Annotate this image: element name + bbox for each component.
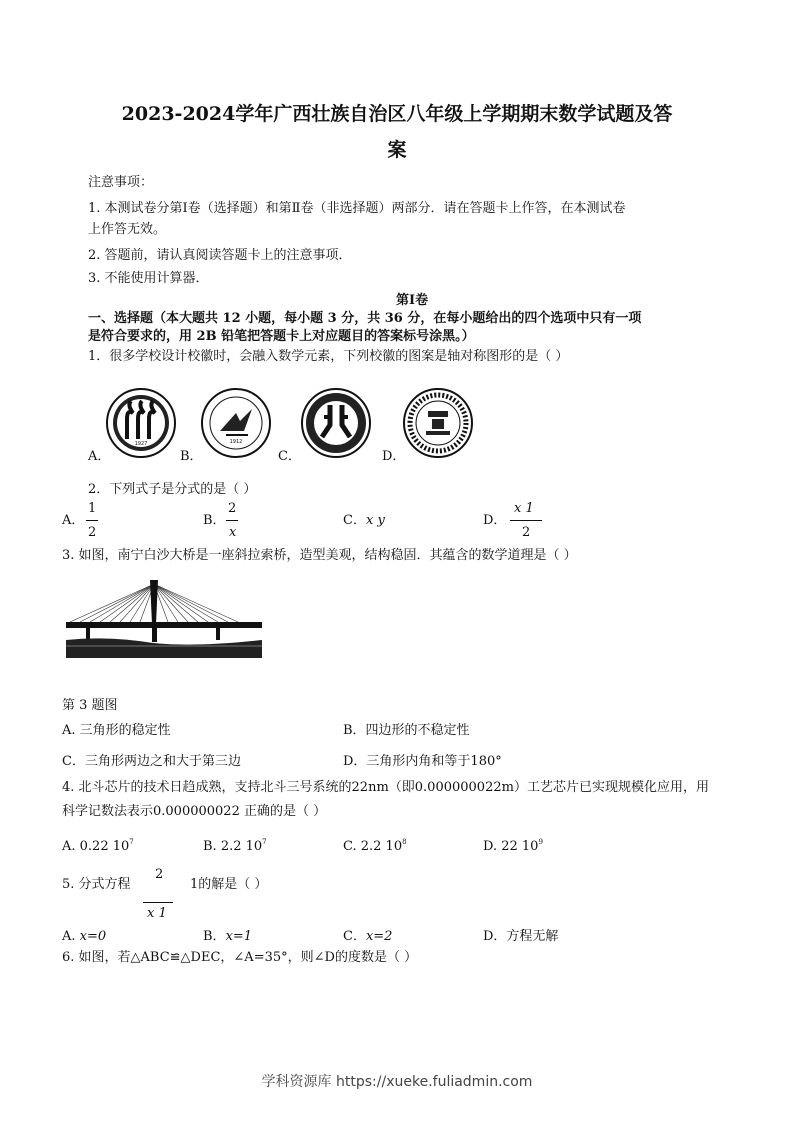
page-title-line1: 2023-2024学年广西壮族自治区八年级上学期期末数学试题及答 bbox=[121, 103, 673, 125]
part-title: 第Ⅰ卷 bbox=[396, 293, 429, 308]
q3-option-c: C．三角形两边之和大于第三边 bbox=[62, 754, 241, 769]
badge-b-year: 1912 bbox=[229, 439, 243, 445]
page-title-line2: 案 bbox=[387, 139, 407, 161]
q2-option-a-fraction-bar bbox=[86, 520, 98, 521]
q2-option-a-numerator: 1 bbox=[88, 501, 97, 516]
q1-option-c: C． bbox=[278, 449, 301, 464]
footer-watermark: 学科资源库 https://xueke.fuliadmin.com bbox=[261, 1074, 533, 1090]
q2-option-d-numerator: x 1 bbox=[514, 501, 534, 516]
q4-stem-line1: 4. 北斗芯片的技术日趋成熟，支持北斗三号系统的22nm（即0.000000022m）工艺芯片已实现规模化应用，用 bbox=[62, 780, 709, 795]
q6-stem: 6. 如图，若△ABC≌△DEC，∠A=35°，则∠D的度数是（ ） bbox=[62, 950, 418, 965]
q2-option-b-label: B． bbox=[203, 513, 226, 528]
q4-option-c: C. 2.2 $10^8$ bbox=[343, 838, 407, 854]
q5-stem-suffix: 1的解是（ ） bbox=[190, 877, 268, 892]
q2-option-b-denominator: x bbox=[229, 525, 237, 540]
q1-stem: 1．很多学校设计校徽时，会融入数学元素，下列校徽的图案是轴对称图形的是（ ） bbox=[88, 349, 569, 364]
badge-a-image bbox=[105, 387, 177, 459]
q2-option-a-label: A． bbox=[62, 513, 85, 528]
q3-caption: 第 3 题图 bbox=[62, 698, 118, 713]
q2-option-b-fraction-bar bbox=[226, 520, 238, 521]
q2-option-c-expression: x y bbox=[366, 513, 385, 528]
q5-fraction-bar bbox=[143, 902, 173, 903]
q2-stem: 2．下列式子是分式的是（ ） bbox=[88, 482, 257, 497]
section-heading-line1: 一、选择题（本大题共 12 小题，每小题 3 分，共 36 分，在每小题给出的四个选项中只有一项 bbox=[88, 311, 642, 326]
badge-a-year: 1927 bbox=[134, 441, 148, 447]
q5-stem-prefix: 5. 分式方程 bbox=[62, 877, 131, 892]
q3-option-b: B．四边形的不稳定性 bbox=[343, 723, 470, 738]
q5-option-c: C．x=2 bbox=[343, 929, 393, 944]
q5-fraction-numerator: 2 bbox=[155, 867, 164, 882]
q1-option-a: A． bbox=[88, 449, 111, 464]
badge-c-image bbox=[300, 387, 372, 459]
q5-option-a: A. x=0 bbox=[62, 929, 107, 944]
q2-option-b-numerator: 2 bbox=[228, 501, 237, 516]
q5-option-d: D．方程无解 bbox=[483, 929, 559, 944]
q5-option-b: B．x=1 bbox=[203, 929, 253, 944]
bridge-image bbox=[66, 576, 262, 658]
q4-option-d: D. 22 $10^9$ bbox=[483, 838, 543, 854]
q2-option-d-denominator: 2 bbox=[522, 525, 531, 540]
q1-option-d: D． bbox=[382, 449, 406, 464]
note-2: 2. 答题前，请认真阅读答题卡上的注意事项． bbox=[88, 248, 352, 263]
q4-option-a: A. 0.22 $10^7$ bbox=[62, 838, 134, 854]
note-1-line1: 1. 本测试卷分第Ⅰ卷（选择题）和第Ⅱ卷（非选择题）两部分．请在答题卡上作答，在本测试卷 bbox=[88, 201, 626, 216]
q5-fraction-denominator: x 1 bbox=[147, 906, 167, 921]
notes-heading: 注意事项： bbox=[88, 175, 154, 190]
q1-option-b: B． bbox=[180, 449, 203, 464]
note-1-line2: 上作答无效。 bbox=[88, 222, 167, 237]
q3-stem: 3. 如图，南宁白沙大桥是一座斜拉索桥，造型美观，结构稳固．其蕴含的数学道理是（ ） bbox=[62, 548, 577, 563]
q2-option-d-label: D． bbox=[483, 513, 507, 528]
q3-option-d: D．三角形内角和等于180° bbox=[343, 754, 502, 769]
q4-stem-line2: 科学记数法表示0.000000022 正确的是（ ） bbox=[62, 804, 327, 819]
q2-option-a-denominator: 2 bbox=[88, 525, 97, 540]
q2-option-d-fraction-bar bbox=[510, 520, 542, 521]
q4-option-b: B. 2.2 $10^7$ bbox=[203, 838, 267, 854]
q3-option-a: A. 三角形的稳定性 bbox=[62, 723, 171, 738]
badge-d-image bbox=[402, 387, 474, 459]
badge-b-image bbox=[200, 387, 272, 459]
q2-option-c-label: C． bbox=[343, 513, 366, 528]
section-heading-line2: 是符合要求的，用 2B 铅笔把答题卡上对应题目的答案标号涂黑。） bbox=[88, 329, 475, 344]
note-3: 3. 不能使用计算器． bbox=[88, 271, 209, 286]
